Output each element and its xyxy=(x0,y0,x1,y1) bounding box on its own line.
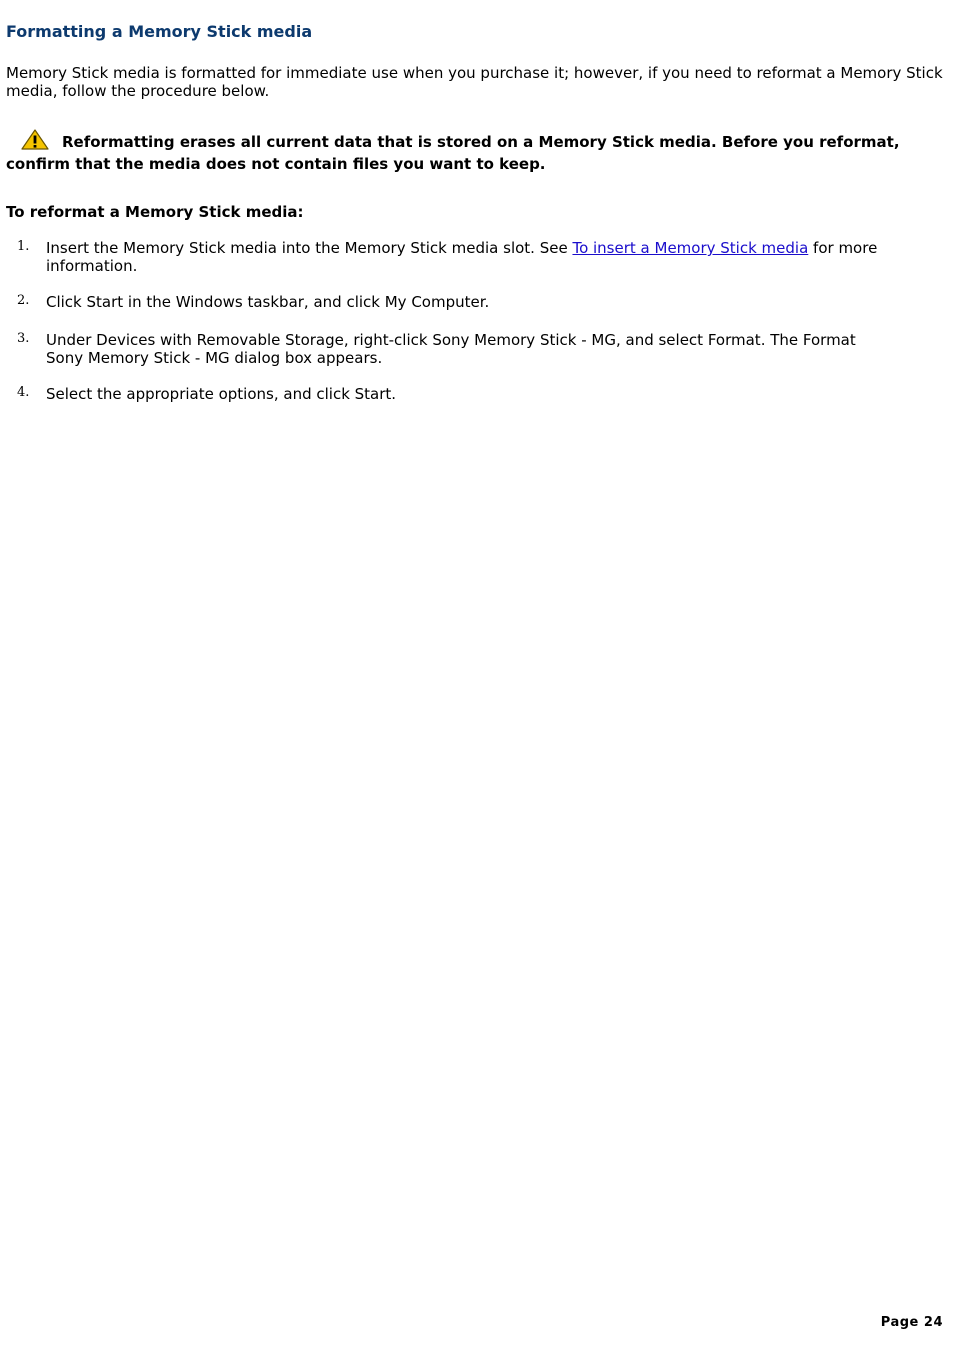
step-number: 4. xyxy=(17,385,30,400)
page-number: Page 24 xyxy=(880,1315,943,1330)
page-title: Formatting a Memory Stick media xyxy=(6,22,313,41)
procedure-steps xyxy=(6,239,946,403)
intro-paragraph: Memory Stick media is formatted for immediate use when you purchase it; however, if you need to reformat a Memory Stick media, follow the procedure below. xyxy=(6,64,943,100)
insert-memory-stick-link[interactable]: To insert a Memory Stick media xyxy=(572,239,809,257)
procedure-heading: To reformat a Memory Stick media: xyxy=(6,203,304,221)
warning-text: Reformatting erases all current data that is stored on a Memory Stick media. Before you reformat, confirm that the media does not contain files you want to keep. xyxy=(6,133,900,173)
step-text: Click Start in the Windows taskbar, and click My Computer. xyxy=(46,293,490,311)
warning-triangle-icon xyxy=(20,129,50,151)
list-item xyxy=(6,239,886,275)
step-number: 3. xyxy=(17,331,30,346)
list-item xyxy=(6,385,886,403)
list-item xyxy=(6,331,886,367)
warning-note xyxy=(6,133,946,173)
step-number: 2. xyxy=(17,293,30,308)
step-text: Insert the Memory Stick media into the Memory Stick media slot. See xyxy=(46,239,573,257)
list-item xyxy=(6,293,886,311)
step-number: 1. xyxy=(17,239,30,254)
step-text-continued: for more information. xyxy=(46,239,878,275)
step-text: Select the appropriate options, and click Start. xyxy=(46,385,397,403)
step-text: Under Devices with Removable Storage, right-click Sony Memory Stick - MG, and select Format. The Format Sony Memory Stick - MG dialog box appears. xyxy=(46,331,856,367)
